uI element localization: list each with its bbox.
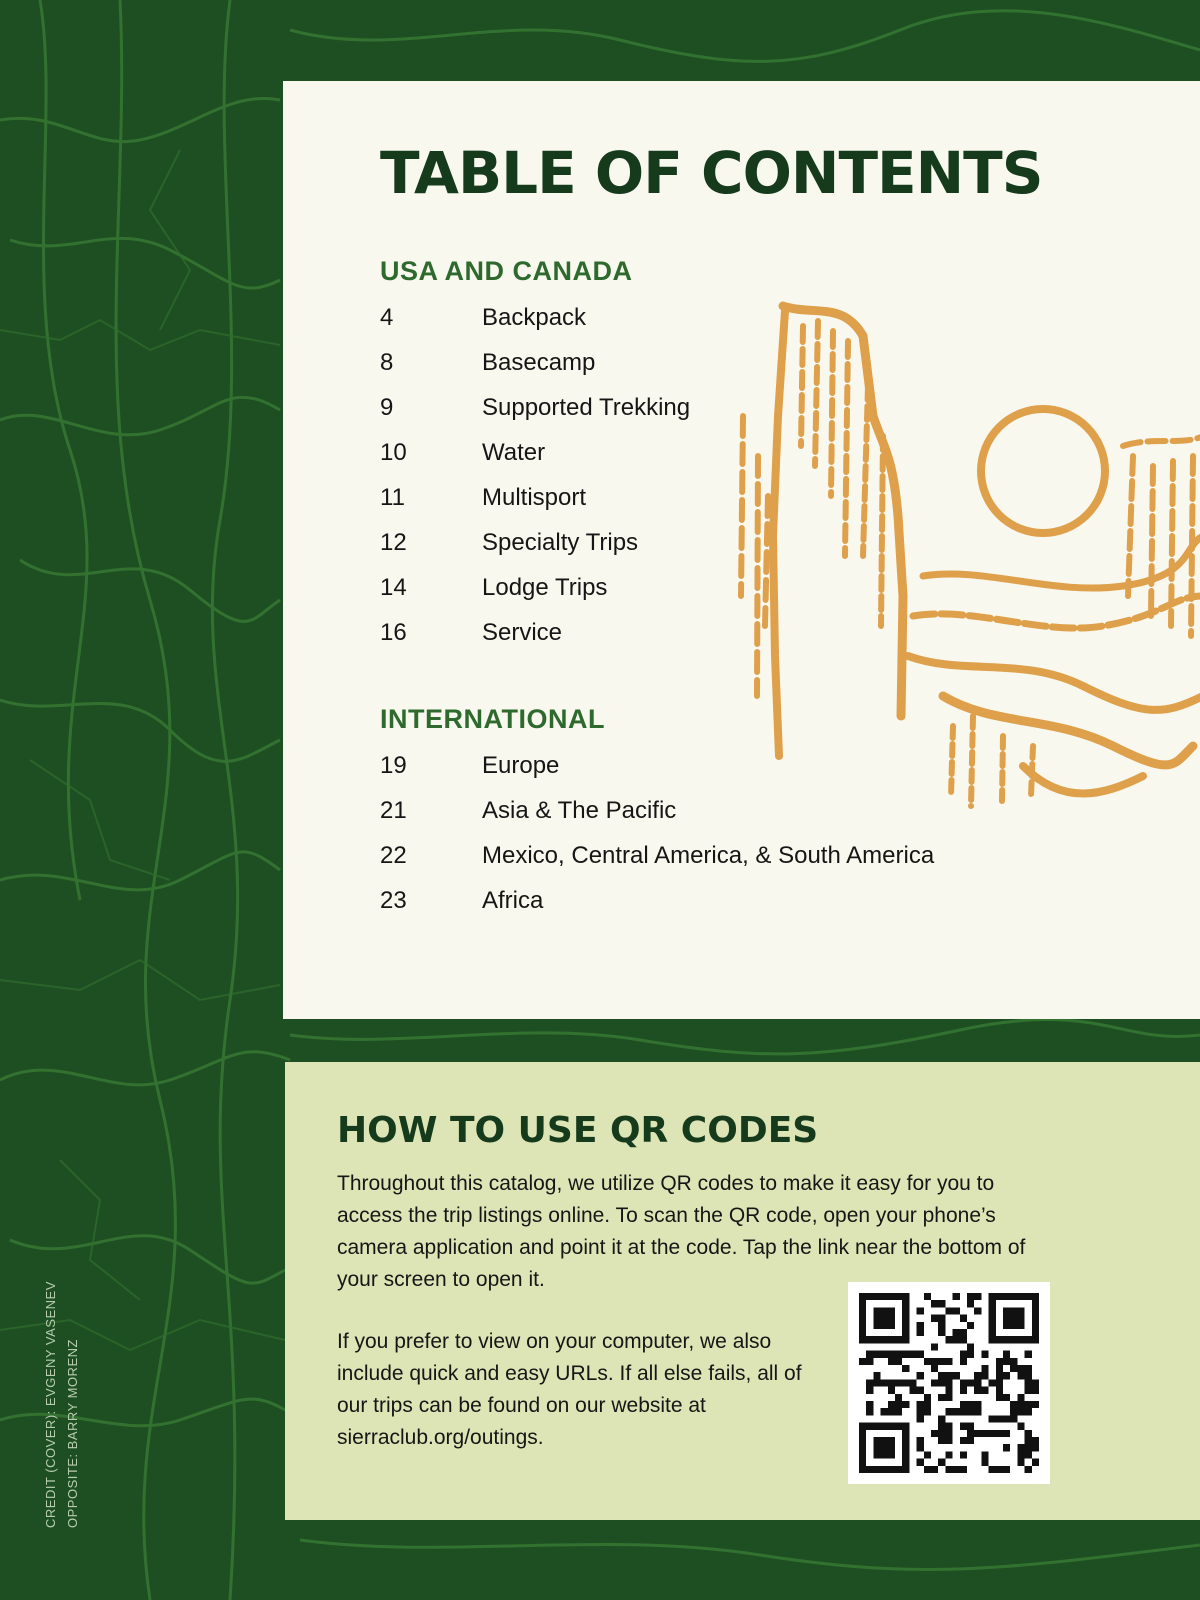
qr-section-title: HOW TO USE QR CODES [337,1110,819,1151]
toc-entry-label: Lodge Trips [482,573,608,601]
toc-page-number: 4 [380,303,394,331]
toc-entry-label: Africa [482,886,544,914]
toc-entry[interactable] [380,565,690,610]
toc-page-number: 21 [380,796,407,824]
toc-page-number: 22 [380,841,407,869]
toc-list-usa-canada [380,295,690,655]
toc-entry-label: Backpack [482,303,587,331]
qr-code-graphic [859,1293,1039,1473]
toc-entry[interactable] [380,430,690,475]
qr-paragraph-urls: If you prefer to view on your computer, we also include quick and easy URLs. If all else fails, all of our trips can be found on our website at sierraclub.org/outings. [337,1330,802,1449]
toc-entry-label: Europe [482,751,560,779]
toc-entry[interactable] [380,878,934,923]
qr-instructions-panel [285,1062,1200,1520]
toc-page-number: 23 [380,886,407,914]
toc-list-international [380,743,934,923]
toc-entry-label: Mexico, Central America, & South America [482,841,935,869]
yosemite-illustration [723,296,1200,816]
toc-entry-label: Multisport [482,483,587,511]
table-of-contents-panel [283,81,1200,1019]
toc-entry[interactable] [380,833,934,878]
toc-entry[interactable] [380,520,690,565]
toc-entry[interactable] [380,743,934,788]
toc-entry[interactable] [380,788,934,833]
toc-page-number: 8 [380,348,394,376]
qr-paragraph-scan: Throughout this catalog, we utilize QR codes to make it easy for you to access the trip listings online. To scan the QR code, open your phone’s camera application and point it at the code. Tap the link near the bottom of your screen to open it. [337,1172,1026,1291]
toc-entry-label: Water [482,438,546,466]
toc-page-number: 14 [380,573,407,601]
toc-page-number: 19 [380,751,407,779]
qr-code-icon[interactable] [848,1282,1050,1484]
toc-page-number: 9 [380,393,394,421]
toc-entry-label: Basecamp [482,348,596,376]
photo-credits [40,1281,84,1528]
toc-title: TABLE OF CONTENTS [380,139,1043,207]
toc-entry[interactable] [380,340,690,385]
credit-opposite: OPPOSITE: BARRY MORENZ [65,1339,80,1528]
toc-entry-label: Specialty Trips [482,528,639,556]
section-heading-international: INTERNATIONAL [380,704,605,734]
toc-page-number: 10 [380,438,407,466]
section-heading-usa-canada: USA AND CANADA [380,256,633,286]
toc-page-number: 12 [380,528,407,556]
toc-entry-label: Supported Trekking [482,393,691,421]
credit-cover: CREDIT (COVER): EVGENY VASENEV [43,1281,58,1528]
toc-entry[interactable] [380,295,690,340]
toc-entry[interactable] [380,610,690,655]
toc-entry-label: Asia & The Pacific [482,796,677,824]
toc-entry[interactable] [380,475,690,520]
toc-page-number: 11 [380,483,405,511]
toc-entry[interactable] [380,385,690,430]
toc-entry-label: Service [482,618,563,646]
toc-page-number: 16 [380,618,407,646]
